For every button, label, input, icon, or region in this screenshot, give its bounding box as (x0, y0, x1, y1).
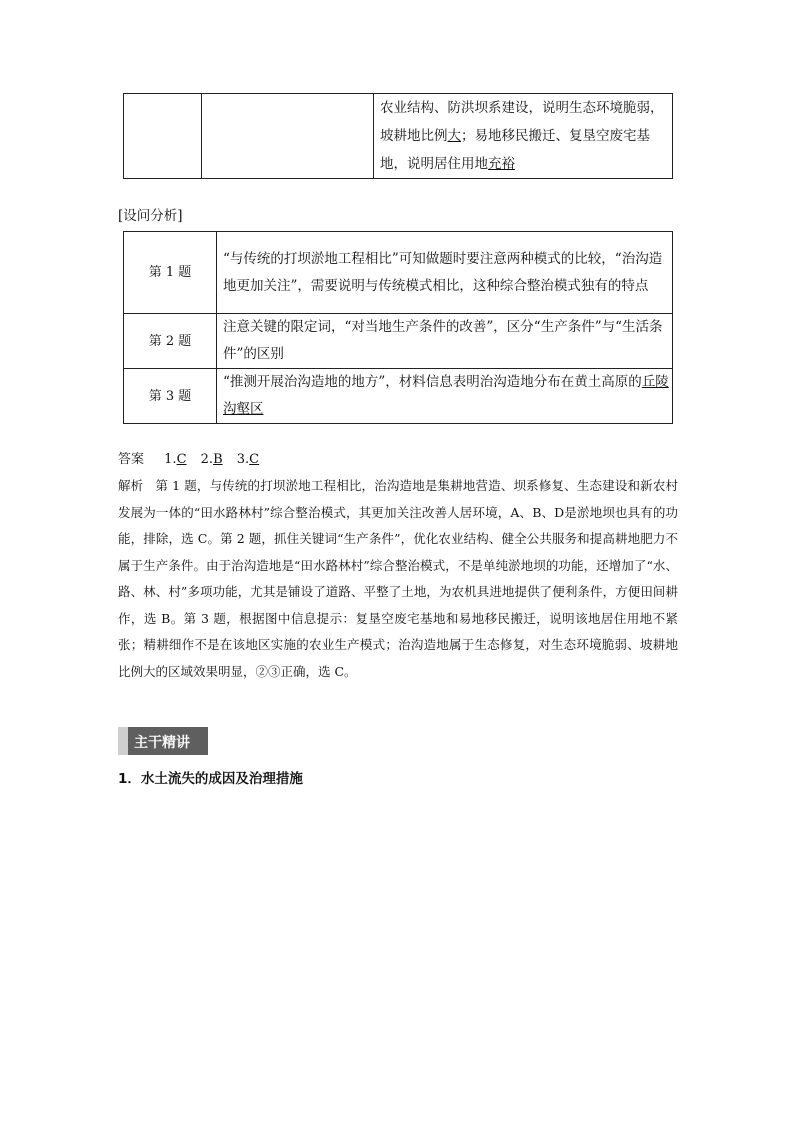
explanation-paragraph (118, 473, 678, 685)
underlined-text: 大 (447, 128, 461, 144)
table-row (124, 369, 673, 424)
question-label: 第 3 题 (124, 369, 217, 424)
explanation-text: 第 1 题，与传统的打坝淤地工程相比，治沟造地是集耕地营造、坝系修复、生态建设和新农村发展为一体的“田水路林村”综合整治模式，其更加关注改善人居环境，A、B、D是淤地坝也具有的功能，排除，选 C。第 2 题，抓住关键词“生产条件”，优化农业结构、健全公共服务和提高耕地肥力不属于生产条件。由于治沟造地是“田水路林村”综合整治模式，不是单纯淤地坝的功能，还增加了“水、路、林、村”多项功能，尤其是铺设了道路、平整了土地，为农机具进地提供了便利条件，方便田间耕作，选 B。第 3 题，根据图中信息提示：复垦空废宅基地和易地移民搬迁，说明该地居住用地不紧张；精耕细作不是在该地区实施的农业生产模式；治沟造地属于生态修复，对生态环境脆弱、坡耕地比例大的区域效果明显，②③正确，选 C。 (118, 478, 678, 679)
table-cell-empty (202, 94, 374, 179)
question-label: 第 1 题 (124, 232, 217, 314)
table-cell-text (374, 94, 673, 179)
question-label: 第 2 题 (124, 314, 217, 369)
table-row (124, 232, 673, 314)
question-analysis: “与传统的打坝淤地工程相比”可知做题时要注意两种模式的比较，“治沟造地更加关注”，需要说明与传统模式相比，这种综合整治模式独有的特点 (217, 232, 673, 314)
continued-table (123, 93, 673, 179)
answer-label: 答案 (118, 452, 145, 467)
table-row (124, 314, 673, 369)
question-analysis: 注意关键的限定词，“对当地生产条件的改善”，区分“生产条件”与“生活条件”的区别 (217, 314, 673, 369)
answer-line (118, 448, 269, 467)
analysis-heading: [设问分析] (118, 208, 183, 224)
section-title: 主干精讲 (134, 735, 190, 751)
table-row (124, 94, 673, 179)
underlined-text: 丘陵沟壑区 (223, 374, 669, 417)
subheading: 1．水土流失的成因及治理措施 (118, 771, 303, 787)
table-cell-empty (124, 94, 202, 179)
answer-item: 2.B (200, 452, 223, 467)
underlined-text: 充裕 (488, 156, 515, 172)
explanation-label: 解析 (118, 478, 144, 493)
answer-item: 1.C (164, 452, 187, 467)
analysis-table (123, 231, 673, 424)
cell-text: ；易地移民搬迁、复垦空废宅基地，说明居住用地 (380, 128, 650, 172)
analysis-text: “推测开展治沟造地的地方”，材料信息表明治沟造地分布在黄土高原的 (223, 374, 642, 390)
question-analysis (217, 369, 673, 424)
cell-text: 农业结构、防洪坝系建设，说明生态环境脆弱，坡耕地比例 (380, 100, 664, 144)
answer-item: 3.C (236, 452, 260, 467)
